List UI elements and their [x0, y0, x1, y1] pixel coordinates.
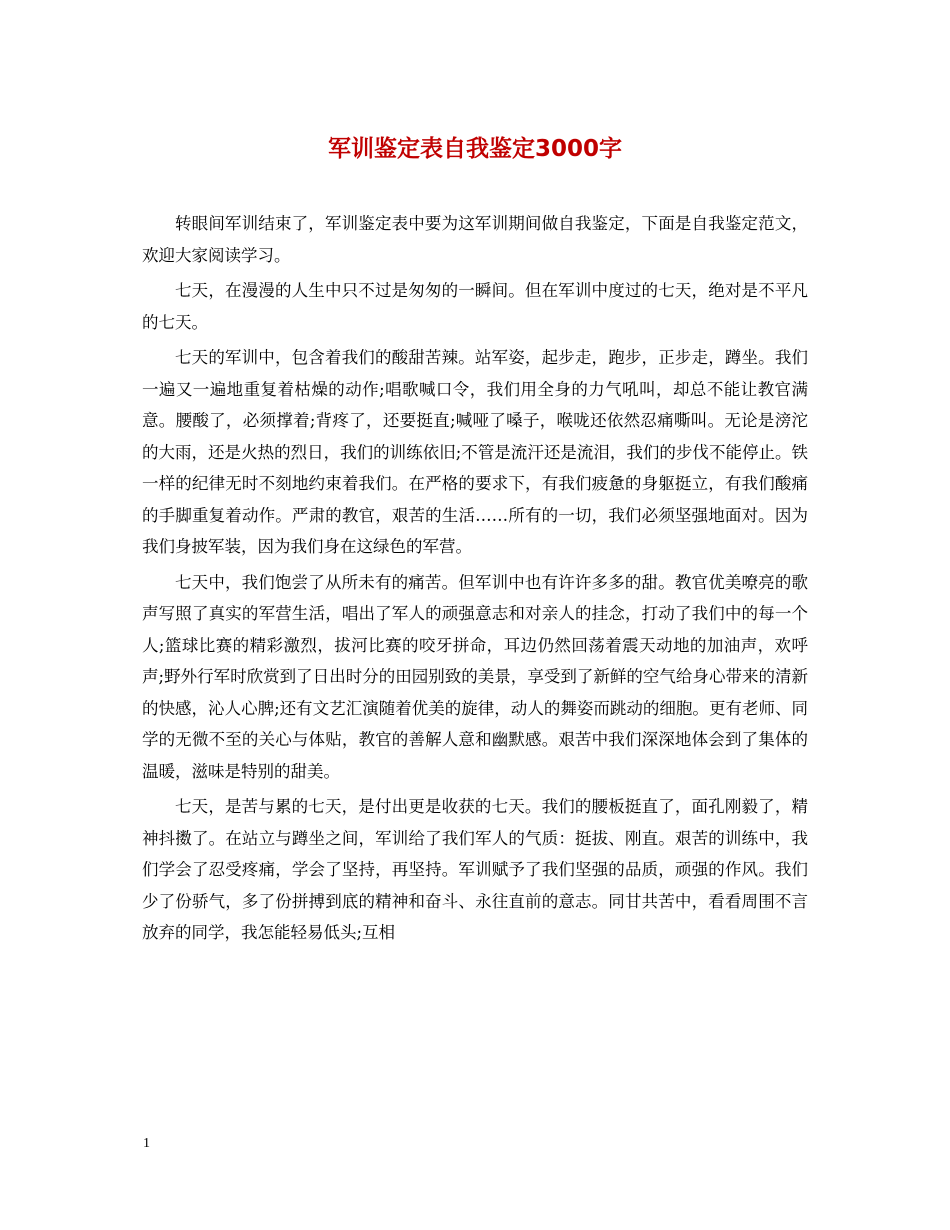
document-title: 军训鉴定表自我鉴定3000字: [327, 136, 622, 162]
paragraph-intro: 转眼间军训结束了，军训鉴定表中要为这军训期间做自我鉴定，下面是自我鉴定范文，欢迎大家阅读学习。: [142, 214, 808, 265]
paragraph-sweetness: 七天中，我们饱尝了从所未有的痛苦。但军训中也有许许多多的甜。教官优美嘹亮的歌声写照了真实的军营生活，唱出了军人的顽强意志和对亲人的挂念，打动了我们中的每一个人;篮球比赛的精彩激烈，拔河比赛的咬牙拼命，耳边仍然回荡着震天动地的加油声，欢呼声;野外行军时欣赏到了日出时分的田园别致的美景，享受到了新鲜的空气给身心带来的清新的快感，沁人心脾;还有文艺汇演随着优美的旋律，动人的舞姿而跳动的细胞。更有老师、同学的无微不至的关心与体贴，教官的善解人意和幽默感。艰苦中我们深深地体会到了集体的温暖，滋味是特别的甜美。: [142, 572, 808, 781]
page-number: 1: [143, 1136, 150, 1151]
paragraph-gains: 七天，是苦与累的七天，是付出更是收获的七天。我们的腰板挺直了，面孔刚毅了，精神抖擞了。在站立与蹲坐之间，军训给了我们军人的气质：挺拔、刚直。艰苦的训练中，我们学会了忍受疼痛，学会了坚持，再坚持。军训赋予了我们坚强的品质，顽强的作风。我们少了份骄气，多了份拼搏到底的精神和奋斗、永往直前的意志。同甘共苦中，看看周围不言放弃的同学，我怎能轻易低头;互相: [142, 797, 808, 942]
paragraph-hardships: 七天的军训中，包含着我们的酸甜苦辣。站军姿，起步走，跑步，正步走，蹲坐。我们一遍又一遍地重复着枯燥的动作;唱歌喊口令，我们用全身的力气吼叫，却总不能让教官满意。腰酸了，必须撑着;背疼了，还要挺直;喊哑了嗓子，喉咙还依然忍痛嘶叫。无论是滂沱的大雨，还是火热的烈日，我们的训练依旧;不管是流汗还是流泪，我们的步伐不能停止。铁一样的纪律无时不刻地约束着我们。在严格的要求下，有我们疲惫的身躯挺立，有我们酸痛的手脚重复着动作。严肃的教官，艰苦的生活……所有的一切，我们必须坚强地面对。因为我们身披军装，因为我们身在这绿色的军营。: [142, 348, 808, 556]
document-body: [142, 208, 808, 953]
paragraph-seven-days: 七天，在漫漫的人生中只不过是匆匆的一瞬间。但在军训中度过的七天，绝对是不平凡的七天。: [142, 281, 808, 332]
